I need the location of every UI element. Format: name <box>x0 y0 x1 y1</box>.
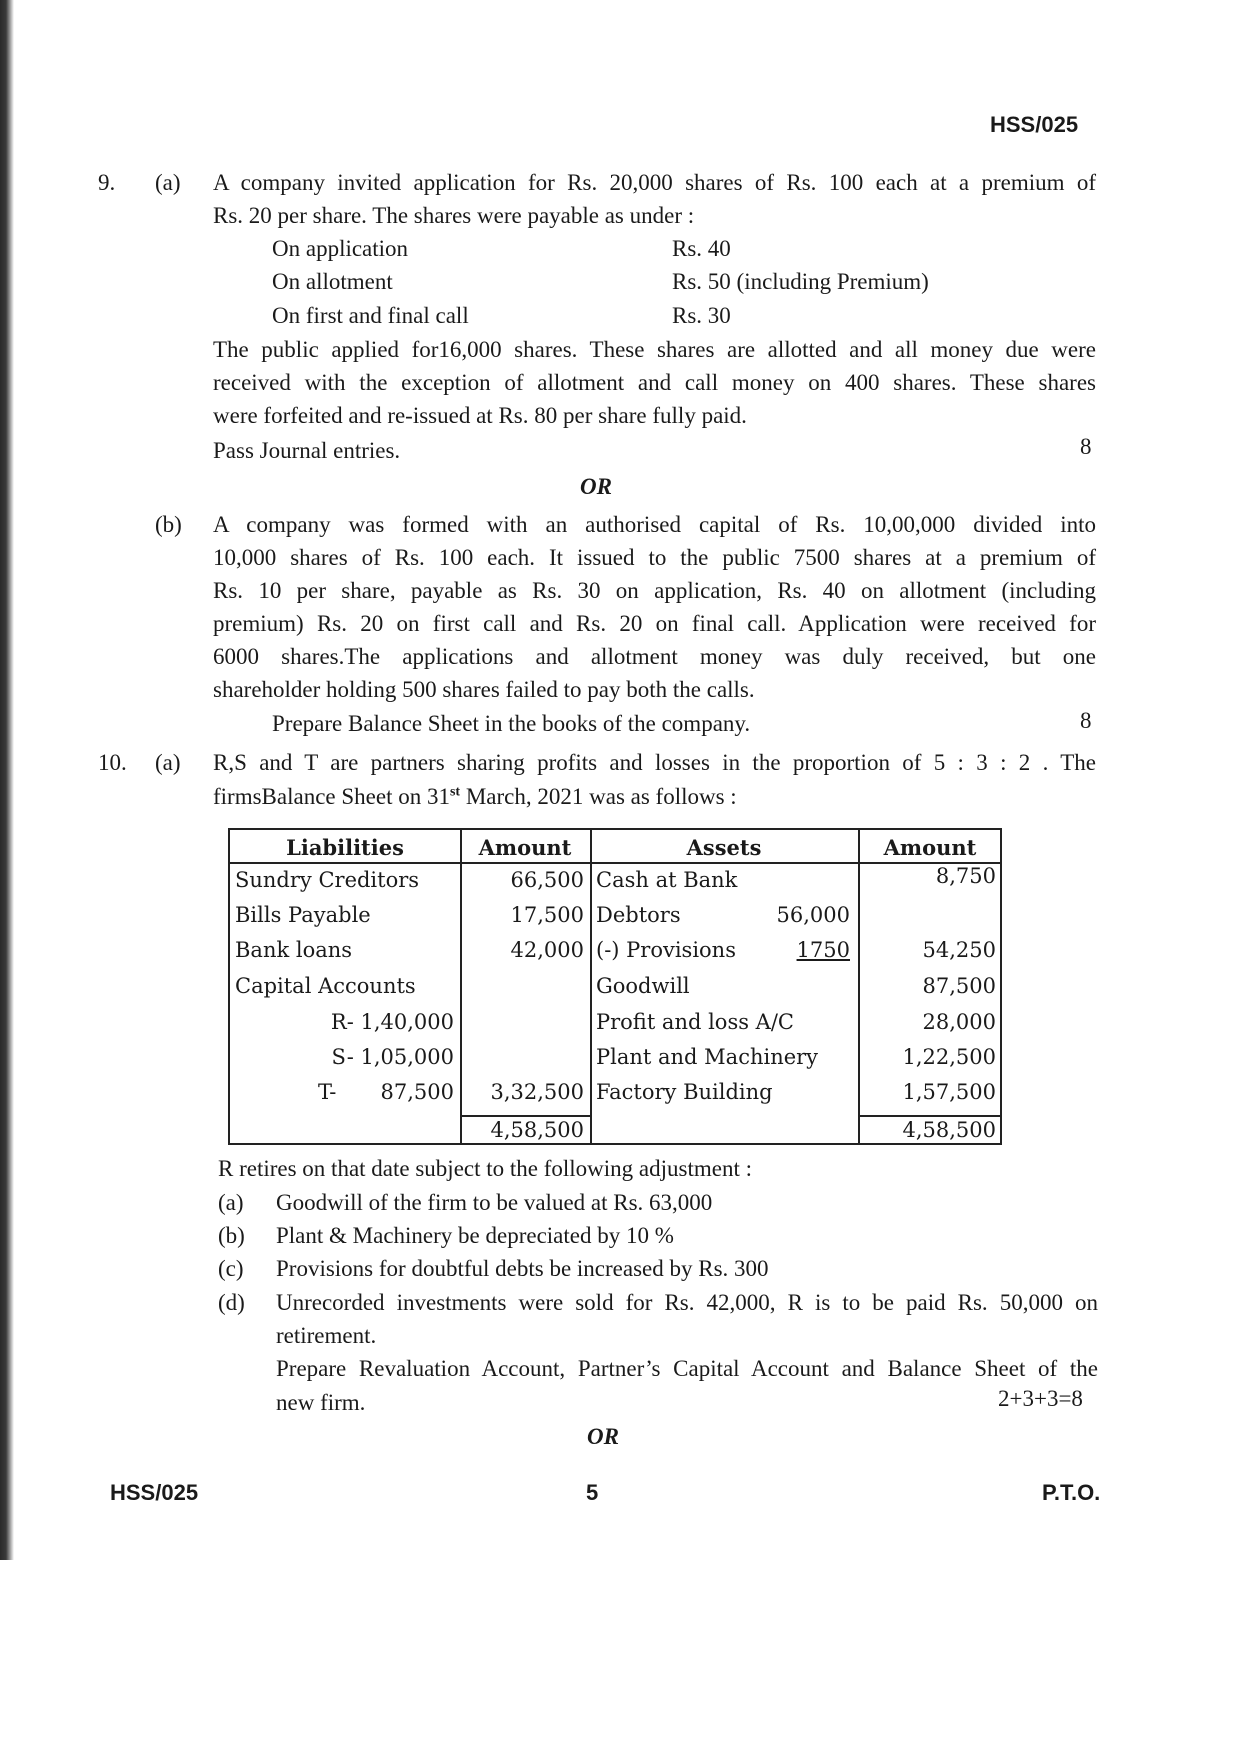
q10a-intro-line2-a: firmsBalance Sheet on 31 <box>213 784 450 809</box>
bs-cash-at-bank-amount: 8,750 <box>935 864 996 888</box>
q9b-line-3: Rs. 10 per share, payable as Rs. 30 on application, Rs. 40 on allotment (including <box>213 578 1096 603</box>
q9a-schedule-stage-3: On first and final call <box>272 303 469 328</box>
bs-debtors-net-amount: 54,250 <box>922 938 996 962</box>
q9a-intro-line2: Rs. 20 per share. The shares were payable as under : <box>213 203 695 228</box>
bs-plant-machinery-label: Plant and Machinery <box>596 1045 819 1069</box>
q9a-marks: 8 <box>1080 434 1092 459</box>
bs-goodwill-label: Goodwill <box>596 974 690 998</box>
bs-cash-at-bank-label: Cash at Bank <box>596 868 738 892</box>
bs-factory-building-label: Factory Building <box>596 1080 773 1104</box>
paper-code-header: HSS/025 <box>990 112 1079 137</box>
q9a-intro-line1: A company invited application for Rs. 20,000 shares of Rs. 100 each at a premium of <box>213 170 1096 195</box>
bs-capital-total: 3,32,500 <box>490 1080 584 1104</box>
bs-header-liabilities: Liabilities <box>286 835 404 860</box>
bs-bank-loans-label: Bank loans <box>235 938 353 962</box>
q10-or-separator: OR <box>587 1424 619 1449</box>
bs-capital-s: S- 1,05,000 <box>331 1045 454 1069</box>
q10a-adjustment-a-text: Goodwill of the firm to be valued at Rs. 63,000 <box>276 1190 713 1215</box>
bs-profit-loss-amount: 28,000 <box>922 1010 996 1034</box>
q10a-adjustment-d-text: Unrecorded investments were sold for Rs. 42,000, R is to be paid Rs. 50,000 on <box>276 1290 1098 1315</box>
bs-header-assets: Assets <box>686 835 762 860</box>
q10-number: 10. <box>98 750 127 775</box>
q9a-body-line3: were forfeited and re-issued at Rs. 80 per share fully paid. <box>213 403 747 428</box>
q10a-adjustment-b-label: (b) <box>218 1223 245 1248</box>
q10a-adjustment-b-text: Plant & Machinery be depreciated by 10 % <box>276 1223 674 1248</box>
bs-plant-machinery-amount: 1,22,500 <box>902 1045 996 1069</box>
bs-bills-payable-amount: 17,500 <box>510 903 584 927</box>
bs-header-amount-assets: Amount <box>883 835 977 860</box>
scan-edge-shadow <box>0 0 14 1560</box>
q9a-schedule-amount-1: Rs. 40 <box>672 236 731 261</box>
q10a-adjustment-d-label: (d) <box>218 1290 245 1315</box>
q9a-schedule-amount-2: Rs. 50 (including Premium) <box>672 269 929 294</box>
q9a-label: (a) <box>155 170 181 195</box>
q10a-intro-line2-sup: st <box>449 784 461 800</box>
q9b-marks: 8 <box>1080 708 1092 733</box>
q10a-intro-line2 <box>213 784 737 810</box>
q10a-label: (a) <box>155 750 181 775</box>
bs-bills-payable-label: Bills Payable <box>235 903 371 927</box>
q9a-schedule-stage-1: On application <box>272 236 409 261</box>
bs-capital-r: R- 1,40,000 <box>330 1010 454 1034</box>
bs-provisions-value: 1750 <box>796 938 850 962</box>
q9b-line-2: 10,000 shares of Rs. 100 each. It issued to the public 7500 shares at a premium of <box>213 545 1096 570</box>
bs-capital-t-amount: 87,500 <box>380 1080 454 1104</box>
q10a-adjustment-c-text: Provisions for doubtful debts be increased by Rs. 300 <box>276 1256 769 1281</box>
q9b-line-4: premium) Rs. 20 on first call and Rs. 20 on final call. Application were received for <box>213 611 1096 636</box>
bs-capital-t-label: T- <box>318 1080 337 1104</box>
q10a-adjustment-c-label: (c) <box>218 1256 244 1281</box>
bs-debtors-gross: 56,000 <box>776 903 850 927</box>
q10a-instruction-line2: new firm. <box>276 1390 366 1415</box>
bs-capital-accounts-label: Capital Accounts <box>235 974 416 998</box>
bs-goodwill-amount: 87,500 <box>922 974 996 998</box>
footer-pto: P.T.O. <box>1042 1480 1101 1505</box>
q9b-line-5: 6000 shares.The applications and allotment money was duly received, but one <box>213 644 1096 669</box>
bs-debtors-label: Debtors <box>596 903 681 927</box>
q9a-body-line2: received with the exception of allotment and call money on 400 shares. These shares <box>213 370 1096 395</box>
bs-sundry-creditors-amount: 66,500 <box>510 868 584 892</box>
balance-sheet-table <box>228 828 1002 1145</box>
q9a-body-line1: The public applied for16,000 shares. These shares are allotted and all money due were <box>213 337 1096 362</box>
q10a-adjust-intro: R retires on that date subject to the following adjustment : <box>218 1156 752 1181</box>
bs-liabilities-grand-total: 4,58,500 <box>490 1118 584 1142</box>
q10a-marks: 2+3+3=8 <box>998 1386 1083 1411</box>
q10a-adjustment-d-text2: retirement. <box>276 1323 377 1348</box>
q10a-intro-line1: R,S and T are partners sharing profits and losses in the proportion of 5 : 3 : 2 . The <box>213 750 1096 775</box>
q9a-schedule-stage-2: On allotment <box>272 269 393 294</box>
q10a-intro-line2-b: March, 2021 was as follows : <box>460 784 737 809</box>
q9a-schedule-amount-3: Rs. 30 <box>672 303 731 328</box>
q9b-line-6: shareholder holding 500 shares failed to pay both the calls. <box>213 677 755 702</box>
bs-header-amount-liabilities: Amount <box>478 835 572 860</box>
q10a-adjustment-a-label: (a) <box>218 1190 244 1215</box>
q10a-instruction-line1: Prepare Revaluation Account, Partner’s Capital Account and Balance Sheet of the <box>276 1356 1098 1381</box>
bs-profit-loss-label: Profit and loss A/C <box>596 1010 794 1034</box>
bs-sundry-creditors-label: Sundry Creditors <box>235 868 420 892</box>
bs-bank-loans-amount: 42,000 <box>510 938 584 962</box>
q9-or-separator: OR <box>580 474 612 499</box>
q9-number: 9. <box>98 170 116 195</box>
bs-provisions-label: (-) Provisions <box>596 938 736 962</box>
q9b-line-1: A company was formed with an authorised capital of Rs. 10,00,000 divided into <box>213 512 1096 537</box>
bs-assets-grand-total: 4,58,500 <box>902 1118 996 1142</box>
q9a-instruction: Pass Journal entries. <box>213 438 401 463</box>
footer-page-number: 5 <box>586 1480 599 1505</box>
q9b-label: (b) <box>155 512 182 537</box>
q9b-instruction: Prepare Balance Sheet in the books of the company. <box>272 711 751 736</box>
bs-factory-building-amount: 1,57,500 <box>902 1080 996 1104</box>
footer-paper-code: HSS/025 <box>110 1480 199 1505</box>
